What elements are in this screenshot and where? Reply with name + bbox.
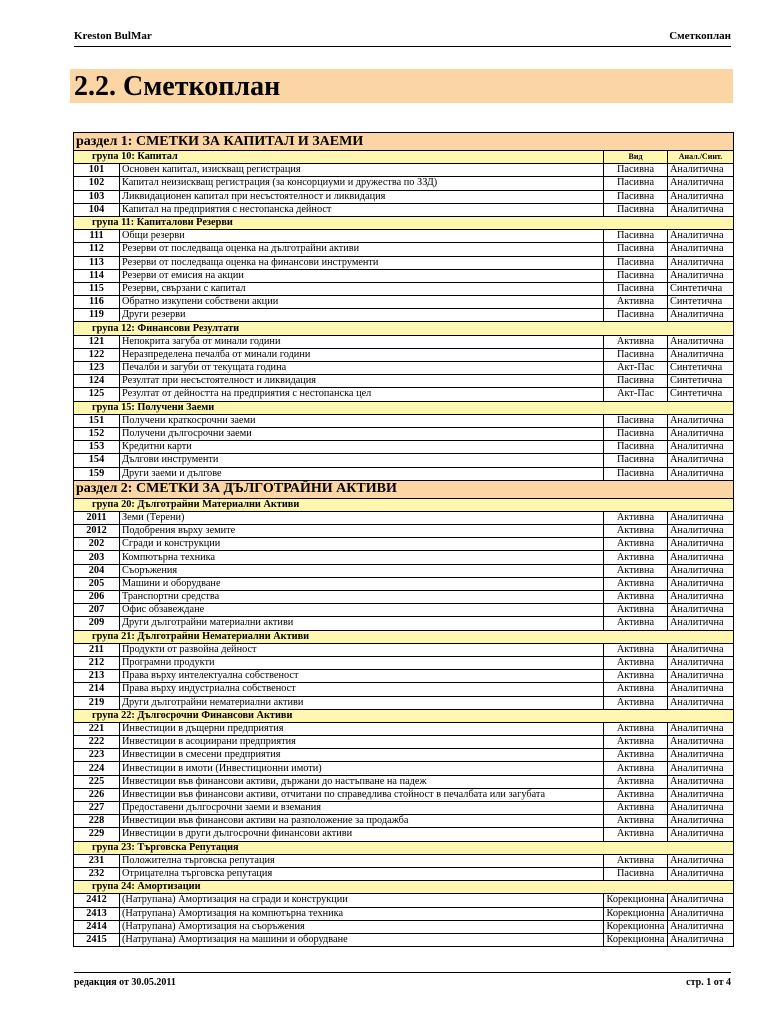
account-type: Активна [604, 854, 668, 867]
account-name: Получени краткосрочни заеми [120, 414, 604, 427]
account-row [74, 775, 734, 788]
account-type: Активна [604, 656, 668, 669]
account-name: Печалби и загуби от текущата година [120, 362, 604, 375]
account-kind: Аналитична [668, 309, 734, 322]
account-code: 119 [74, 309, 120, 322]
account-row [74, 591, 734, 604]
account-kind: Аналитична [668, 828, 734, 841]
account-row [74, 335, 734, 348]
account-kind: Аналитична [668, 907, 734, 920]
account-name: Инвестиции в дъщерни предприятия [120, 722, 604, 735]
account-name: Обратно изкупени собствени акции [120, 296, 604, 309]
account-name: Други дълготрайни материални активи [120, 617, 604, 630]
account-code: 102 [74, 177, 120, 190]
account-type: Активна [604, 683, 668, 696]
account-code: 101 [74, 164, 120, 177]
account-kind: Аналитична [668, 511, 734, 524]
account-type: Пасивна [604, 256, 668, 269]
account-type: Активна [604, 643, 668, 656]
account-code: 207 [74, 604, 120, 617]
account-kind: Аналитична [668, 164, 734, 177]
account-kind: Аналитична [668, 867, 734, 880]
account-row [74, 551, 734, 564]
account-code: 2012 [74, 525, 120, 538]
group-row [74, 216, 734, 229]
account-kind: Аналитична [668, 348, 734, 361]
account-row [74, 577, 734, 590]
account-row [74, 854, 734, 867]
account-kind: Аналитична [668, 788, 734, 801]
account-row [74, 643, 734, 656]
account-kind: Синтетична [668, 375, 734, 388]
account-name: Основен капитал, изискващ регистрация [120, 164, 604, 177]
account-type: Активна [604, 775, 668, 788]
account-type: Корекционна [604, 894, 668, 907]
account-code: 153 [74, 441, 120, 454]
account-name: Резерви, свързани с капитал [120, 282, 604, 295]
account-type: Активна [604, 815, 668, 828]
account-name: Ликвидационен капитал при несъстоятелност и ликвидация [120, 190, 604, 203]
account-type: Активна [604, 511, 668, 524]
account-name: (Натрупана) Амортизация на съоръжения [120, 920, 604, 933]
account-name: Инвестиции в смесени предприятия [120, 749, 604, 762]
account-row [74, 348, 734, 361]
account-kind: Аналитична [668, 696, 734, 709]
page-header [74, 30, 731, 47]
account-type: Активна [604, 551, 668, 564]
account-name: Резултат от дейността на предприятия с нестопанска цел [120, 388, 604, 401]
edition-date: редакция от 30.05.2011 [74, 977, 176, 988]
account-kind: Аналитична [668, 269, 734, 282]
account-code: 113 [74, 256, 120, 269]
account-type: Акт-Пас [604, 362, 668, 375]
account-row [74, 388, 734, 401]
document-name: Сметкоплан [669, 30, 731, 42]
account-row [74, 525, 734, 538]
account-code: 214 [74, 683, 120, 696]
account-name: Резерви от последваща оценка на финансови инструменти [120, 256, 604, 269]
account-kind: Аналитична [668, 525, 734, 538]
account-type: Пасивна [604, 190, 668, 203]
account-code: 219 [74, 696, 120, 709]
group-title: група 20: Дълготрайни Материални Активи [74, 498, 734, 511]
account-row [74, 683, 734, 696]
account-kind: Аналитична [668, 256, 734, 269]
account-row [74, 788, 734, 801]
account-row [74, 230, 734, 243]
account-code: 122 [74, 348, 120, 361]
account-code: 204 [74, 564, 120, 577]
account-kind: Аналитична [668, 815, 734, 828]
section-row [74, 133, 734, 151]
account-code: 123 [74, 362, 120, 375]
account-row [74, 375, 734, 388]
account-type: Активна [604, 670, 668, 683]
account-row [74, 269, 734, 282]
account-name: Други заеми и дългове [120, 467, 604, 480]
group-row [74, 322, 734, 335]
account-type: Корекционна [604, 920, 668, 933]
account-code: 114 [74, 269, 120, 282]
account-row [74, 815, 734, 828]
group-title: група 21: Дълготрайни Нематериални Активи [74, 630, 734, 643]
account-row [74, 696, 734, 709]
account-kind: Аналитична [668, 643, 734, 656]
account-kind: Аналитична [668, 670, 734, 683]
section-row [74, 480, 734, 498]
account-row [74, 164, 734, 177]
account-type: Пасивна [604, 269, 668, 282]
account-kind: Аналитична [668, 920, 734, 933]
account-name: Инвестиции във финансови активи, отчитани по справедлива стойност в печалбата или загубата [120, 788, 604, 801]
group-row [74, 498, 734, 511]
account-code: 232 [74, 867, 120, 880]
account-name: Кредитни карти [120, 441, 604, 454]
account-type: Пасивна [604, 375, 668, 388]
account-kind: Синтетична [668, 296, 734, 309]
account-kind: Аналитична [668, 683, 734, 696]
account-code: 121 [74, 335, 120, 348]
account-code: 151 [74, 414, 120, 427]
account-row [74, 177, 734, 190]
account-code: 222 [74, 736, 120, 749]
account-name: Резерви от последваща оценка на дълготрайни активи [120, 243, 604, 256]
group-title: група 10: Капитал [74, 151, 604, 164]
account-type: Пасивна [604, 454, 668, 467]
account-type: Активна [604, 828, 668, 841]
account-code: 221 [74, 722, 120, 735]
group-row [74, 841, 734, 854]
account-name: Инвестиции в други дългосрочни финансови активи [120, 828, 604, 841]
account-name: Отрицателна търговска репутация [120, 867, 604, 880]
group-title: група 22: Дългосрочни Финансови Активи [74, 709, 734, 722]
account-row [74, 920, 734, 933]
account-name: Транспортни средства [120, 591, 604, 604]
account-kind: Аналитична [668, 736, 734, 749]
account-type: Пасивна [604, 243, 668, 256]
account-type: Активна [604, 335, 668, 348]
account-row [74, 190, 734, 203]
account-name: Компютърна техника [120, 551, 604, 564]
group-title: група 24: Амортизации [74, 881, 734, 894]
account-name: Положителна търговска репутация [120, 854, 604, 867]
account-kind: Аналитична [668, 577, 734, 590]
account-kind: Аналитична [668, 454, 734, 467]
account-kind: Аналитична [668, 551, 734, 564]
account-row [74, 828, 734, 841]
account-kind: Аналитична [668, 617, 734, 630]
group-title: група 11: Капиталови Резерви [74, 216, 734, 229]
account-name: Общи резерви [120, 230, 604, 243]
account-row [74, 296, 734, 309]
account-code: 2414 [74, 920, 120, 933]
account-name: Резултат при несъстоятелност и ликвидация [120, 375, 604, 388]
account-kind: Аналитична [668, 190, 734, 203]
account-name: Машини и оборудване [120, 577, 604, 590]
section-title: раздел 1: СМЕТКИ ЗА КАПИТАЛ И ЗАЕМИ [74, 133, 734, 151]
account-code: 227 [74, 802, 120, 815]
account-kind: Аналитична [668, 749, 734, 762]
account-name: Инвестиции в имоти (Инвестиционни имоти) [120, 762, 604, 775]
account-code: 104 [74, 203, 120, 216]
account-name: Инвестиции във финансови активи, държани до настъпване на падеж [120, 775, 604, 788]
account-kind: Аналитична [668, 538, 734, 551]
account-type: Активна [604, 564, 668, 577]
account-code: 124 [74, 375, 120, 388]
account-type: Активна [604, 617, 668, 630]
account-name: Сгради и конструкции [120, 538, 604, 551]
group-row [74, 709, 734, 722]
account-row [74, 414, 734, 427]
account-code: 2412 [74, 894, 120, 907]
account-kind: Аналитична [668, 427, 734, 440]
account-type: Пасивна [604, 348, 668, 361]
account-row [74, 538, 734, 551]
account-code: 111 [74, 230, 120, 243]
account-kind: Аналитична [668, 933, 734, 946]
account-name: Инвестиции в асоциирани предприятия [120, 736, 604, 749]
account-name: Подобрения върху земите [120, 525, 604, 538]
account-type: Пасивна [604, 230, 668, 243]
account-row [74, 802, 734, 815]
account-name: Продукти от развойна дейност [120, 643, 604, 656]
group-row [74, 630, 734, 643]
account-type: Пасивна [604, 867, 668, 880]
account-code: 125 [74, 388, 120, 401]
account-type: Активна [604, 604, 668, 617]
account-name: Права върху интелектуална собственост [120, 670, 604, 683]
account-name: Непокрита загуба от минали години [120, 335, 604, 348]
account-kind: Аналитична [668, 467, 734, 480]
account-kind: Аналитична [668, 243, 734, 256]
account-kind: Аналитична [668, 656, 734, 669]
account-type: Пасивна [604, 414, 668, 427]
account-type: Корекционна [604, 907, 668, 920]
account-kind: Аналитична [668, 894, 734, 907]
account-code: 103 [74, 190, 120, 203]
account-type: Пасивна [604, 164, 668, 177]
account-type: Пасивна [604, 309, 668, 322]
account-kind: Синтетична [668, 388, 734, 401]
account-kind: Аналитична [668, 203, 734, 216]
account-row [74, 736, 734, 749]
account-type: Активна [604, 696, 668, 709]
account-kind: Аналитична [668, 177, 734, 190]
account-row [74, 907, 734, 920]
account-name: Земи (Терени) [120, 511, 604, 524]
account-type: Активна [604, 749, 668, 762]
account-name: Дългови инструменти [120, 454, 604, 467]
account-code: 154 [74, 454, 120, 467]
account-type: Пасивна [604, 467, 668, 480]
group-title: група 23: Търговска Репутация [74, 841, 734, 854]
chart-of-accounts-table [73, 132, 734, 947]
account-row [74, 564, 734, 577]
account-code: 112 [74, 243, 120, 256]
group-row [74, 401, 734, 414]
account-name: (Натрупана) Амортизация на компютърна техника [120, 907, 604, 920]
account-kind: Аналитична [668, 335, 734, 348]
account-type: Корекционна [604, 933, 668, 946]
account-code: 231 [74, 854, 120, 867]
account-kind: Аналитична [668, 441, 734, 454]
account-code: 202 [74, 538, 120, 551]
page-footer [74, 972, 731, 989]
account-row [74, 511, 734, 524]
account-row [74, 722, 734, 735]
account-name: Други дълготрайни нематериални активи [120, 696, 604, 709]
account-kind: Аналитична [668, 722, 734, 735]
account-kind: Аналитична [668, 591, 734, 604]
account-row [74, 427, 734, 440]
account-code: 209 [74, 617, 120, 630]
account-name: Неразпределена печалба от минали години [120, 348, 604, 361]
account-kind: Синтетична [668, 362, 734, 375]
account-code: 212 [74, 656, 120, 669]
account-row [74, 670, 734, 683]
account-code: 223 [74, 749, 120, 762]
group-title: група 15: Получени Заеми [74, 401, 734, 414]
account-code: 224 [74, 762, 120, 775]
account-kind: Аналитична [668, 564, 734, 577]
account-code: 203 [74, 551, 120, 564]
account-code: 229 [74, 828, 120, 841]
account-row [74, 604, 734, 617]
account-row [74, 933, 734, 946]
account-kind: Аналитична [668, 775, 734, 788]
page-number: стр. 1 от 4 [686, 977, 731, 988]
account-name: Предоставени дългосрочни заеми и вземания [120, 802, 604, 815]
group-row [74, 881, 734, 894]
account-name: Капитал на предприятия с нестопанска дейност [120, 203, 604, 216]
account-name: Програмни продукти [120, 656, 604, 669]
account-row [74, 894, 734, 907]
account-name: (Натрупана) Амортизация на машини и оборудване [120, 933, 604, 946]
account-type: Активна [604, 525, 668, 538]
account-type: Активна [604, 788, 668, 801]
account-code: 2415 [74, 933, 120, 946]
account-kind: Аналитична [668, 414, 734, 427]
account-code: 115 [74, 282, 120, 295]
account-row [74, 309, 734, 322]
account-name: Капитал неизискващ регистрация (за консорциуми и дружества по ЗЗД) [120, 177, 604, 190]
account-type: Активна [604, 591, 668, 604]
account-type: Активна [604, 736, 668, 749]
account-row [74, 282, 734, 295]
account-type: Пасивна [604, 441, 668, 454]
section-title: раздел 2: СМЕТКИ ЗА ДЪЛГОТРАЙНИ АКТИВИ [74, 480, 734, 498]
company-name: Kreston BulMar [74, 30, 152, 42]
account-row [74, 617, 734, 630]
account-code: 116 [74, 296, 120, 309]
page-title: 2.2. Сметкоплан [70, 69, 733, 103]
account-row [74, 467, 734, 480]
account-row [74, 867, 734, 880]
group-title: група 12: Финансови Резултати [74, 322, 734, 335]
account-kind: Аналитична [668, 604, 734, 617]
account-code: 228 [74, 815, 120, 828]
account-row [74, 243, 734, 256]
account-kind: Аналитична [668, 854, 734, 867]
account-code: 152 [74, 427, 120, 440]
account-kind: Аналитична [668, 230, 734, 243]
account-code: 2011 [74, 511, 120, 524]
account-type: Активна [604, 762, 668, 775]
account-type: Активна [604, 802, 668, 815]
account-type: Пасивна [604, 282, 668, 295]
column-header-type: Вид [604, 151, 668, 164]
account-code: 159 [74, 467, 120, 480]
column-header-analytic: Анал./Синт. [668, 151, 734, 164]
account-row [74, 203, 734, 216]
account-kind: Аналитична [668, 802, 734, 815]
account-type: Акт-Пас [604, 388, 668, 401]
account-kind: Синтетична [668, 282, 734, 295]
account-kind: Аналитична [668, 762, 734, 775]
account-type: Активна [604, 296, 668, 309]
account-row [74, 749, 734, 762]
account-name: Други резерви [120, 309, 604, 322]
account-name: Офис обзавеждане [120, 604, 604, 617]
account-code: 225 [74, 775, 120, 788]
account-code: 206 [74, 591, 120, 604]
account-name: Права върху индустриална собственост [120, 683, 604, 696]
account-row [74, 441, 734, 454]
account-name: Съоръжения [120, 564, 604, 577]
account-type: Пасивна [604, 203, 668, 216]
account-code: 226 [74, 788, 120, 801]
group-row [74, 151, 734, 164]
account-name: (Натрупана) Амортизация на сгради и конструкции [120, 894, 604, 907]
account-name: Инвестиции във финансови активи на разположение за продажба [120, 815, 604, 828]
account-type: Пасивна [604, 177, 668, 190]
account-type: Активна [604, 538, 668, 551]
account-code: 213 [74, 670, 120, 683]
account-name: Получени дългосрочни заеми [120, 427, 604, 440]
account-type: Активна [604, 722, 668, 735]
account-type: Пасивна [604, 427, 668, 440]
account-type: Активна [604, 577, 668, 590]
account-code: 211 [74, 643, 120, 656]
account-row [74, 362, 734, 375]
account-row [74, 454, 734, 467]
account-row [74, 256, 734, 269]
account-name: Резерви от емисия на акции [120, 269, 604, 282]
account-code: 205 [74, 577, 120, 590]
account-code: 2413 [74, 907, 120, 920]
account-row [74, 656, 734, 669]
account-row [74, 762, 734, 775]
